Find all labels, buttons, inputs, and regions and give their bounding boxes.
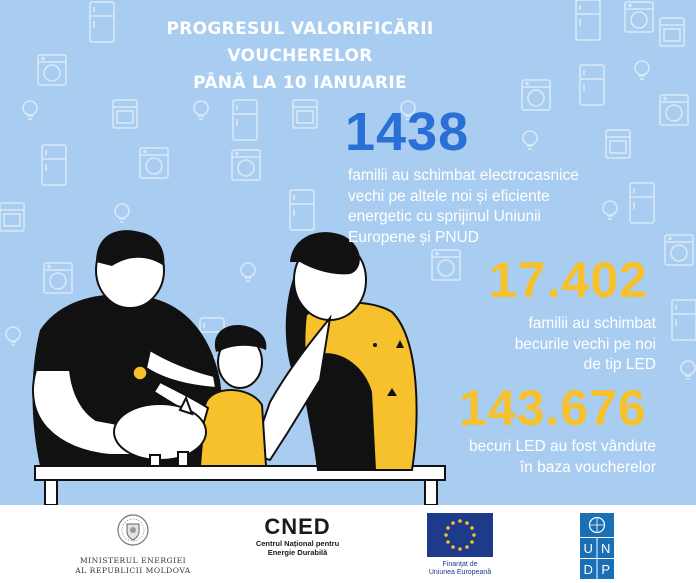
stat-2-value: 17.402 (489, 252, 648, 308)
undp-logo (580, 513, 614, 583)
title-line-2: VOUCHERELOR (227, 46, 373, 66)
coat-of-arms-icon (116, 512, 150, 552)
title-line-3: PÂNĂ LA 10 IANUARIE (193, 73, 407, 93)
ministry-line: AL REPUBLICII MOLDOVA (75, 566, 191, 575)
stat-1-line: familii au schimbat electrocasnice (348, 167, 579, 184)
stat-1-line: vechi pe altele noi și eficiente (348, 187, 550, 205)
stat-1-description (348, 166, 579, 248)
eu-flag-icon (427, 513, 493, 557)
eu-line: Uniunea Europeană (428, 569, 492, 576)
stat-1-value: 1438 (345, 102, 470, 162)
stat-2-line: familii au schimbat (528, 315, 656, 332)
title-line-1: PROGRESUL VALORIFICĂRII (166, 19, 434, 39)
cned-logo (240, 515, 355, 557)
stat-1-line: energetic cu sprijinul Uniunii (348, 208, 541, 225)
cned-line: Energie Durabilă (267, 548, 328, 557)
stat-3-description (469, 437, 656, 478)
stat-2-line: de tip LED (583, 356, 656, 373)
ministry-logo (68, 512, 198, 576)
ministry-line: MINISTERUL ENERGIEI (79, 556, 187, 565)
cned-line: Centrul Național pentru (255, 539, 340, 548)
eu-caption (425, 561, 495, 577)
stat-3-value: 143.676 (459, 380, 647, 436)
partner-logos-footer (0, 505, 696, 583)
cned-caption (240, 539, 355, 557)
undp-letter: N (601, 541, 611, 556)
undp-letter: P (601, 562, 611, 577)
eu-logo (425, 513, 495, 577)
eu-line: Finanțat de (442, 561, 478, 568)
stat-3-line: becuri LED au fost vândute (469, 438, 656, 455)
stat-2-line: becurile vechi pe noi (514, 335, 656, 353)
stat-2-description (515, 314, 656, 376)
stat-3-line: în baza voucherelor (519, 458, 656, 476)
undp-letter: U (583, 541, 593, 556)
stat-1-line: Europene și PNUD (348, 228, 479, 246)
cned-wordmark: CNED (264, 514, 331, 539)
mother-figure (244, 232, 417, 470)
ministry-caption (68, 556, 198, 576)
undp-mark (580, 513, 614, 579)
undp-letter: D (583, 562, 593, 577)
